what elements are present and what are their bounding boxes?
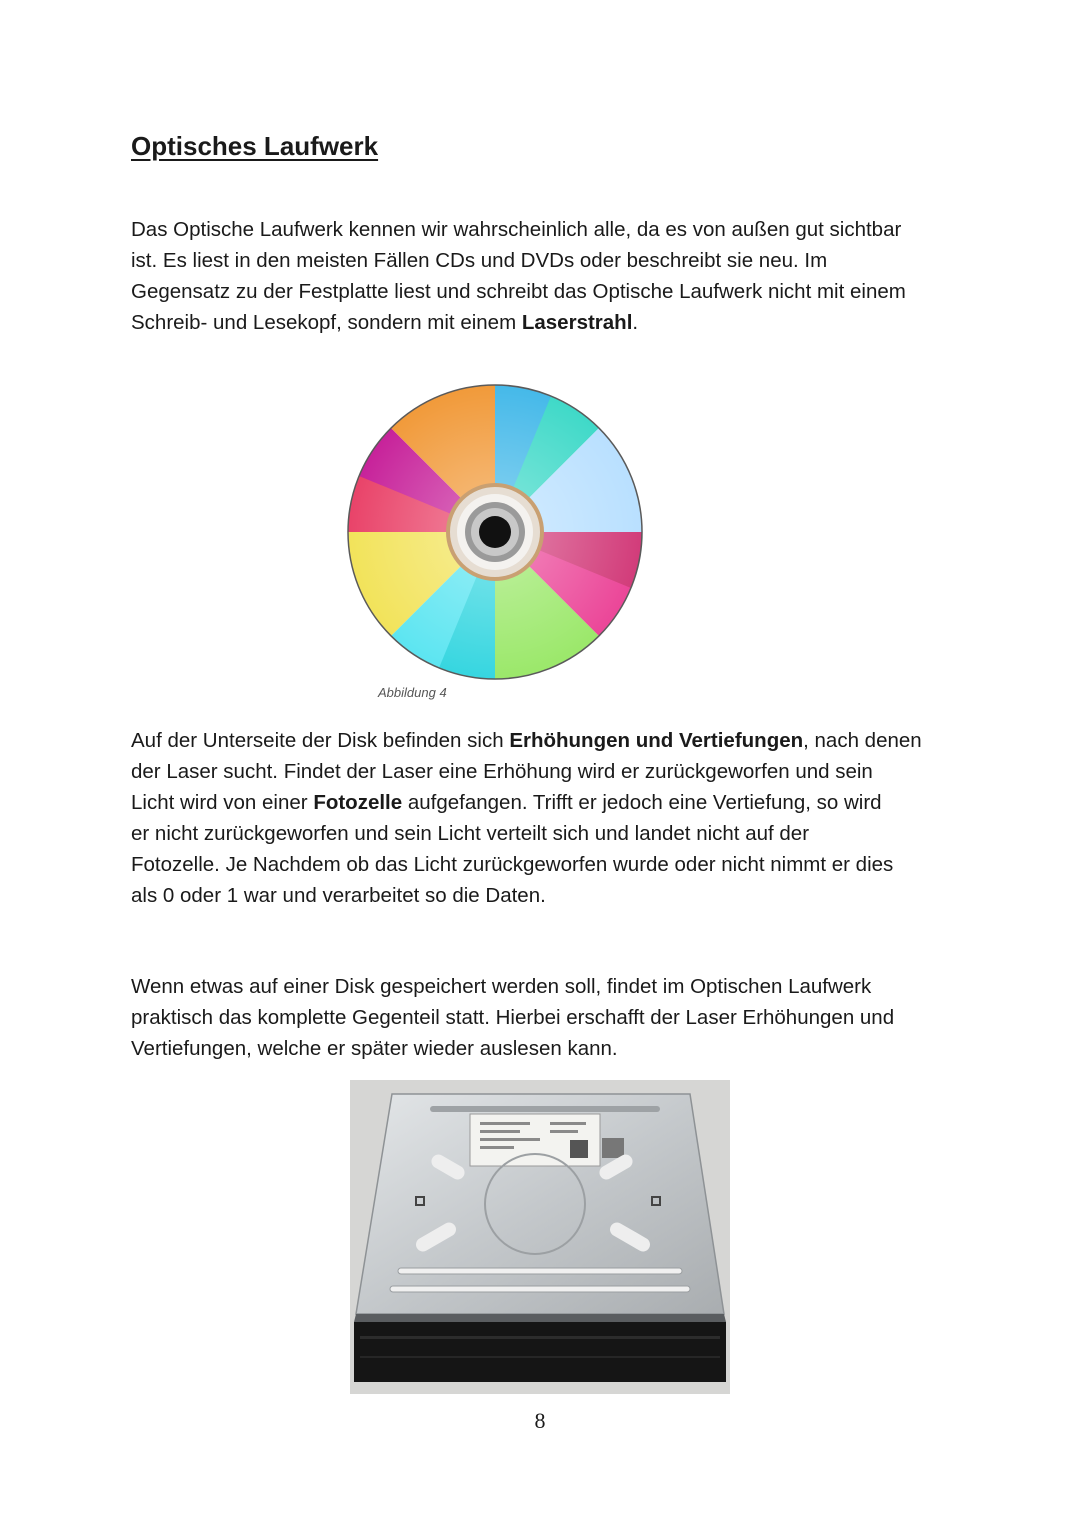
bold-term: Erhöhungen und Vertiefungen — [509, 729, 804, 752]
text-run: . — [632, 311, 639, 334]
paragraph-line: als 0 oder 1 war und verarbeitet so die Daten. — [131, 884, 546, 907]
text-run: Schreib- und Lesekopf, sondern mit einem — [131, 311, 522, 334]
paragraph-intro — [131, 214, 961, 338]
figure-caption: Abbildung 4 — [378, 685, 447, 700]
paragraph-writing — [131, 971, 961, 1064]
text-run: Licht wird von einer — [131, 791, 314, 814]
paragraph-line — [131, 787, 961, 818]
paragraph-line: Das Optische Laufwerk kennen wir wahrscheinlich alle, da es von außen gut sichtbar — [131, 218, 902, 241]
paragraph-line: Fotozelle. Je Nachdem ob das Licht zurückgeworfen wurde oder nicht nimmt er dies — [131, 853, 894, 876]
paragraph-line: praktisch das komplette Gegenteil statt. Hierbei erschafft der Laser Erhöhungen und — [131, 1006, 895, 1029]
paragraph-line — [131, 307, 961, 338]
bold-term: Laserstrahl — [521, 311, 633, 334]
text-run: , nach denen — [803, 729, 922, 752]
paragraph-line: er nicht zurückgeworfen und sein Licht verteilt sich und landet nicht auf der — [131, 822, 810, 845]
paragraph-line: Wenn etwas auf einer Disk gespeichert werden soll, findet im Optischen Laufwerk — [131, 975, 872, 998]
paragraph-reading — [131, 725, 961, 911]
paragraph-line: der Laser sucht. Findet der Laser eine Erhöhung wird er zurückgeworfen und sein — [131, 760, 873, 783]
paragraph-line: Vertiefungen, welche er später wieder auslesen kann. — [131, 1037, 618, 1060]
paragraph-line: Gegensatz zu der Festplatte liest und schreibt das Optische Laufwerk nicht mit einem — [131, 280, 906, 303]
compact-disc-icon — [346, 383, 644, 681]
bold-term: Fotozelle — [313, 791, 403, 814]
paragraph-line — [131, 725, 961, 756]
paragraph-line: ist. Es liest in den meisten Fällen CDs und DVDs oder beschreibt sie neu. Im — [131, 249, 828, 272]
text-run: Auf der Unterseite der Disk befinden sich — [131, 729, 510, 752]
page-number: 8 — [534, 1408, 546, 1433]
text-run: aufgefangen. Trifft er jedoch eine Vertiefung, so wird — [402, 791, 882, 814]
optical-drive-icon — [350, 1080, 730, 1394]
page-title: Optisches Laufwerk — [131, 131, 379, 161]
